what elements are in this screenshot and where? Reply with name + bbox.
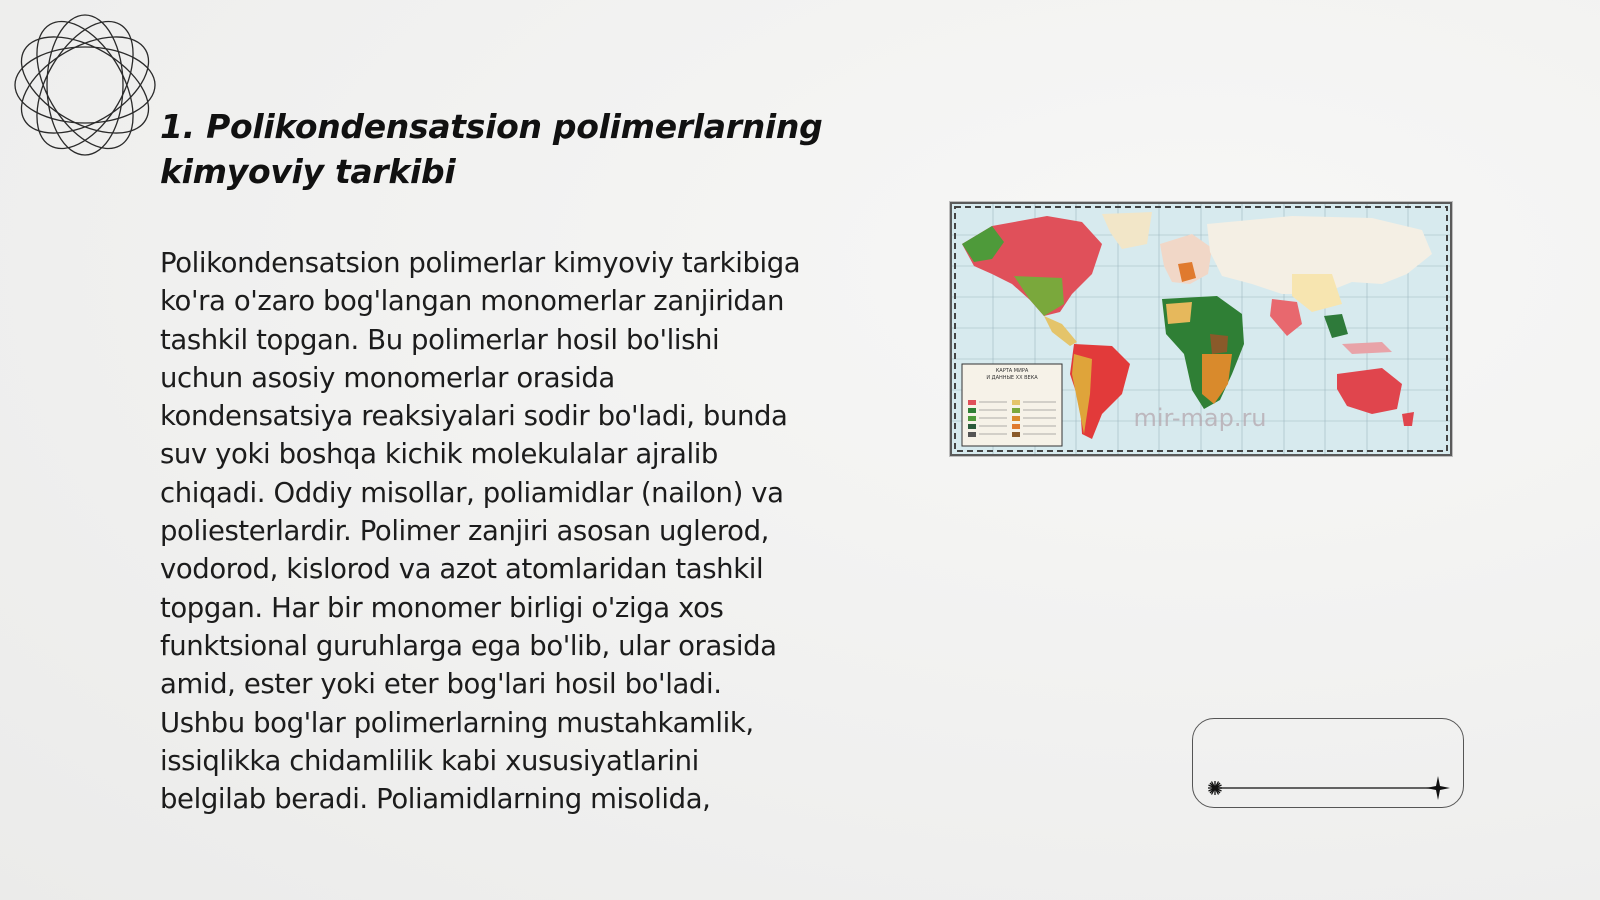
map-legend-subtitle: И ДАННЫЕ XX ВЕКА: [986, 375, 1038, 381]
map-legend-title: КАРТА МИРА: [995, 368, 1029, 374]
orbital-rings-icon: [10, 10, 160, 160]
map-watermark: mir-map.ru: [1133, 404, 1267, 432]
timeline-decoration: [1192, 718, 1464, 808]
world-map-image: [950, 202, 1452, 456]
sparkle-star-icon: [1208, 781, 1222, 795]
slide-title: 1. Polikondensatsion polimerlarning kimyoviy tarkibi: [160, 107, 823, 191]
four-point-star-icon: [1426, 776, 1450, 800]
slide-body-text: Polikondensatsion polimerlar kimyoviy tarkibiga ko'ra o'zaro bog'langan monomerlar zanjiridan tashkil topgan. Bu polimerlar hosil bo'lishi uchun asosiy monomerlar orasida kondensatsiya reaksiyalari sodir bo'ladi, bunda suv yoki boshqa kichik molekulalar ajralib chiqadi. Oddiy misollar, poliamidlar (nailon) va poliesterlardir. Polimer zanjiri asosan uglerod, vodorod, kislorod va azot atomlaridan tashkil topgan. Har bir monomer birligi o'ziga xos funktsional guruhlarga ega bo'lib, ular orasida amid, ester yoki eter bog'lari hosil bo'ladi. Ushbu bog'lar polimerlarning mustahkamlik, issiqlikka chidamlilik kabi xususiyatlarini belgilab beradi. Poliamidlarning misolida,: [160, 247, 801, 816]
